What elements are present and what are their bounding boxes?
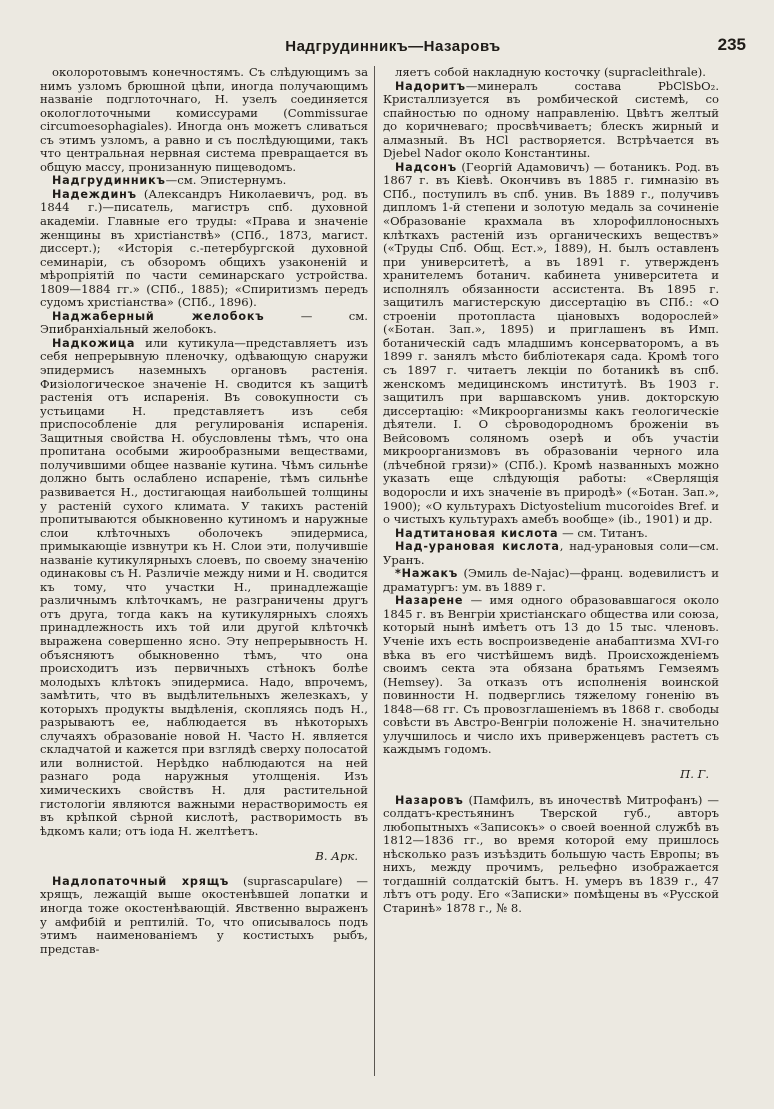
entry-headword: Назарене [395, 594, 464, 608]
dictionary-entry [40, 188, 368, 310]
entry-headword: Надоритъ [395, 79, 466, 93]
entry-text: —минералъ состава PbClSbO₂. Кристаллизуется въ ромбической системѣ, со спайностью по одному направленію. Цвѣтъ желтый до коричневаго; просвѣчиваетъ; блескъ жирный и алмазный. Въ HCl растворяется. Встрѣчается въ Djebel Nador около Константины. [383, 78, 719, 161]
author-signature: В. Арк. [315, 848, 358, 863]
entry-text: ляетъ собой накладную косточку (supracleithrale). [395, 66, 706, 79]
dictionary-entry [40, 337, 368, 838]
dictionary-entry [40, 174, 368, 188]
entry-headword: Надтитановая кислота [395, 526, 559, 540]
column-divider [374, 66, 375, 1076]
entry-text: — имя одного образовавшагося около 1845 г. въ Венгріи христіанскаго общества или союза, который нынѣ имѣетъ отъ 13 до 15 тыс. членовъ. Ученіе ихъ есть воспроизведеніе анабаптизма XVI-го вѣка въ его чистѣйшемъ видѣ. Происхожденіемъ своимъ секта эта обязана братьямъ Гемзеямъ (Hemsey). За отказъ отъ исполненія воинской повинности Н. подверглись тяжелому гоненію въ 1848—68 гг. Съ провозглашеніемъ въ 1868 г. свободы совѣсти въ Австро-Венгріи положеніе Н. значительно улучшилось и число ихъ приверженцевъ растетъ съ каждымъ годомъ. [383, 593, 719, 757]
entry-text: — см. Эпибранхіальный желобокъ. [40, 308, 368, 337]
running-title: Надгрудинникъ—Назаровъ [285, 38, 501, 55]
dictionary-entry [383, 527, 719, 541]
left-column [40, 66, 368, 1106]
entry-headword: Надлопаточный хрящъ [52, 874, 230, 888]
entry-headword: Над-урановая кислота [395, 540, 560, 554]
entry-headword: Наджаберный желобокъ [52, 309, 265, 323]
entry-text: или кутикула—представляетъ изъ себя непрерывную пленочку, одѣвающую снаружи эпидермисъ наземныхъ органовъ растенія. Физіологическое значеніе Н. сводится къ защитѣ растенія отъ испаренія. Въ совокупности съ устьицами Н. представляетъ изъ себя приспособленіе для регулированія испаренія. Защитныя свойства Н. обусловлены тѣмъ, что она пропитана особыми жирообразными веществами, получившими общее названіе кутина. Чѣмъ сильнѣе должно быть ослаблено испареніе, тѣмъ сильнѣе развивается Н., достигающая наибольшей толщины у растеній сухого климата. У такихъ растеній пропитываются обыкновенно кутиномъ и наружные слои клѣточныхъ оболочекъ эпидермиса, примыкающіе извнутри къ Н. Слои эти, получившіе названіе кутикулярныхъ слоевъ, по своему значенію одинаковы съ Н. Различіе между ними и Н. сводится къ тому, что участки Н., принадлежащіе различнымъ клѣточкамъ, не разграничены другъ отъ друга, тогда какъ на кутикулярныхъ слояхъ принадлежность ихъ той или другой клѣточкѣ выражена совершенно ясно. Эту непрерывность Н. объясняютъ обыкновенно тѣмъ, что она происходитъ изъ первичныхъ стѣнокъ болѣе молодыхъ клѣтокъ эпидермиса. Надо, впрочемъ, замѣтить, что въ выдѣлительныхъ железкахъ, у которыхъ продукты выдѣленія, скопляясь подъ Н., разрываютъ ее, наблюдается въ нѣкоторыхъ случаяхъ образованіе новой Н. Часто Н. является складчатой и кажется при взглядѣ сверху полосатой или волнистой. Нерѣдко наблюдаются на ней разнаго рода наружныя утолщенія. Изъ химическихъ свойствъ Н. для растительной гистологіи являются важными нерастворимость ея въ крѣпкой сѣрной кислотѣ, растворимость въ ѣдкомъ кали; отъ іода Н. желтѣетъ. [40, 335, 368, 838]
entry-headword: Надсонъ [395, 160, 458, 174]
entry-text: —см. Эпистернумъ. [165, 173, 287, 188]
entry-text: (Георгій Адамовичъ) — ботаникъ. Род. въ 1867 г. въ Кіевѣ. Окончивъ въ 1885 г. гимназію въ СПб., поступилъ въ спб. унив. Въ 1889 г., получивъ дипломъ 1-й степени и золотую медаль за сочиненіе «Образованіе крахмала въ хлорофиллоносныхъ клѣткахъ растеній изъ органическихъ веществъ» («Труды Спб. Общ. Ест.», 1889), Н. былъ оставленъ при университетѣ, а въ 1891 г. утвержденъ хранителемъ ботанич. кабинета университета и исполнялъ обязанности ассистента. Въ 1895 г. защитилъ магистерскую диссертацію въ СПб.: «О строеніи протопласта ціановыхъ водорослей» («Ботан. Зап.», 1895) и приглашенъ въ Имп. ботаническій садъ младшимъ консерваторомъ, а въ 1899 г. занялъ мѣсто библіотекаря сада. Кромѣ того съ 1897 г. читаетъ лекціи по ботаникѣ въ спб. женскомъ медицинскомъ институтѣ. Въ 1903 г. защитилъ при варшавскомъ унив. докторскую диссертацію: «Микроорганизмы какъ геологическіе дѣятели. I. О сѣроводородномъ броженіи въ Вейсовомъ соляномъ озерѣ и объ участіи микроорганизмовъ въ образованіи черного ила (лѣчебной грязи)» (СПб.). Кромѣ названныхъ можно указать еще слѣдующія работы: «Сверлящія водоросли и ихъ значеніе въ природѣ» («Ботан. Зап.», 1900); «О культурахъ Dictyostelium mucoroides Bref. и о чистыхъ культурахъ амебъ вообще» (ib., 1901) и др. [383, 159, 719, 527]
entry-text: , над-урановыя соли—см. Уранъ. [383, 539, 719, 567]
right-column [383, 66, 719, 1106]
entry-text: (suprascapulare) — хрящъ, лежащій выше окостенѣвшей лопатки и иногда тоже окостенѣвающій. Явственно выраженъ у амфибій и рептилій. То, что описывалось подъ этимъ наименованіемъ у костистыхъ рыбъ, представ- [40, 873, 368, 956]
entry-text: (Эмиль de-Najac)—франц. водевилистъ и драматургъ: ум. въ 1889 г. [383, 566, 719, 594]
dictionary-entry [383, 567, 719, 594]
dictionary-entry [40, 875, 368, 956]
entry-text: (Памфилъ, въ иночествѣ Митрофанъ) — солдатъ-крестьянинъ Тверской губ., авторъ любопытныхъ «Записокъ» о своей военной службѣ въ 1812—1836 гг., во время которой ему пришлось нѣсколько разъ изъѣздить большую часть Европы; въ нихъ, между прочимъ, рельефно изображается тогдашній солдатскій бытъ. Н. умеръ въ 1839 г., 47 лѣтъ отъ роду. Его «Записки» помѣщены въ «Русской Старинѣ» 1878 г., № 8. [383, 792, 719, 915]
author-signature: П. Г. [680, 767, 709, 782]
dictionary-entry [383, 66, 719, 80]
entry-text: (Александръ Николаевичъ, род. въ 1844 г.)—писатель, магистръ спб. духовной академіи. Главные его труды: «Права и значеніе женщины въ христіанствѣ» (СПб., 1873, магист. диссерт.); «Исторія с.-петербургской духовной семинаріи, съ обзоромъ общихъ узаконеній и мѣропріятій по части семинарскаго устройства. 1809—1884 гг.» (СПб., 1885); «Спиритизмъ передъ судомъ христіанства» (СПб., 1896). [40, 186, 368, 310]
dictionary-entry [383, 161, 719, 527]
entry-headword: Назаровъ [395, 793, 464, 807]
entry-text: околоротовымъ конечностямъ. Съ слѣдующимъ за нимъ узломъ брюшной цѣпи, иногда получающимъ названіе подглоточнаго, Н. узелъ соединяется окологлоточными комиссурами (Commissurae circumoesophagiales). Иногда онъ можетъ сливаться съ этимъ узломъ, а равно и съ послѣдующими, такъ что центральная нервная система превращается въ общую массу, пронизанную пищеводомъ. [40, 66, 368, 174]
dictionary-entry [383, 80, 719, 161]
page-number: 235 [717, 35, 746, 54]
dictionary-entry [40, 66, 368, 174]
dictionary-entry [40, 310, 368, 337]
page-header [40, 35, 746, 62]
dictionary-entry [383, 594, 719, 757]
entry-headword: Надкожица [52, 336, 136, 350]
dictionary-entry [383, 540, 719, 567]
entry-headword: Надгрудинникъ [52, 174, 166, 188]
entry-headword: Надеждинъ [52, 187, 137, 201]
entry-text: — см. Титанъ. [558, 525, 648, 540]
entry-headword: *Нажакъ [395, 567, 459, 581]
dictionary-entry [383, 794, 719, 916]
